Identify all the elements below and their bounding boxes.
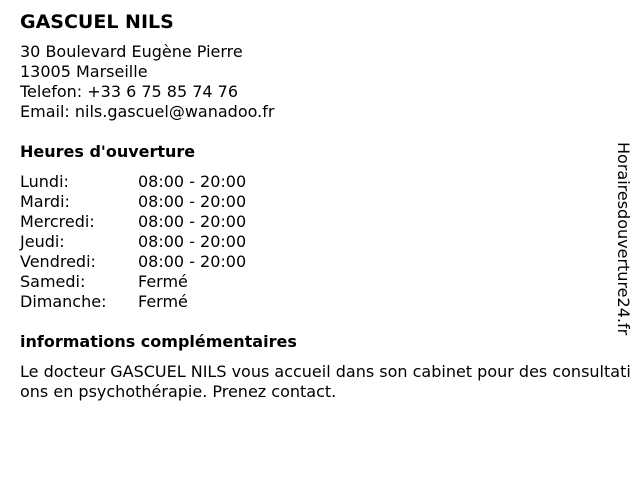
day-hours: 08:00 - 20:00: [138, 212, 247, 231]
hours-row-thursday: [20, 232, 620, 252]
watermark: [611, 135, 635, 343]
day-hours: 08:00 - 20:00: [138, 232, 247, 251]
day-hours: Fermé: [138, 272, 188, 291]
day-label: Lundi:: [20, 172, 69, 191]
day-label: Samedi:: [20, 272, 86, 291]
business-name: GASCUEL NILS: [20, 11, 174, 33]
watermark-text: Horairesdouverture24.fr: [614, 142, 633, 336]
address-street: 30 Boulevard Eugène Pierre: [20, 42, 243, 61]
hours-row-tuesday: [20, 192, 620, 212]
address-city: 13005 Marseille: [20, 62, 148, 81]
phone-number: Telefon: +33 6 75 85 74 76: [20, 82, 239, 101]
additional-info-text: Le docteur GASCUEL NILS vous accueil dans son cabinet pour des consultations en psychothérapie. Prenez contact.: [20, 362, 631, 401]
day-label: Vendredi:: [20, 252, 96, 271]
day-hours: 08:00 - 20:00: [138, 252, 247, 271]
opening-hours-heading: Heures d'ouverture: [20, 142, 196, 161]
hours-row-sunday: [20, 292, 620, 312]
day-label: Mardi:: [20, 192, 70, 211]
day-label: Jeudi:: [20, 232, 65, 251]
hours-row-friday: [20, 252, 620, 272]
email-address: Email: nils.gascuel@wanadoo.fr: [20, 102, 275, 121]
opening-hours-table: [20, 172, 620, 312]
day-hours: 08:00 - 20:00: [138, 192, 247, 211]
day-label: Mercredi:: [20, 212, 95, 231]
additional-info-heading: informations complémentaires: [20, 332, 297, 351]
day-label: Dimanche:: [20, 292, 107, 311]
hours-row-monday: [20, 172, 620, 192]
hours-row-wednesday: [20, 212, 620, 232]
day-hours: 08:00 - 20:00: [138, 172, 247, 191]
hours-row-saturday: [20, 272, 620, 292]
day-hours: Fermé: [138, 292, 188, 311]
